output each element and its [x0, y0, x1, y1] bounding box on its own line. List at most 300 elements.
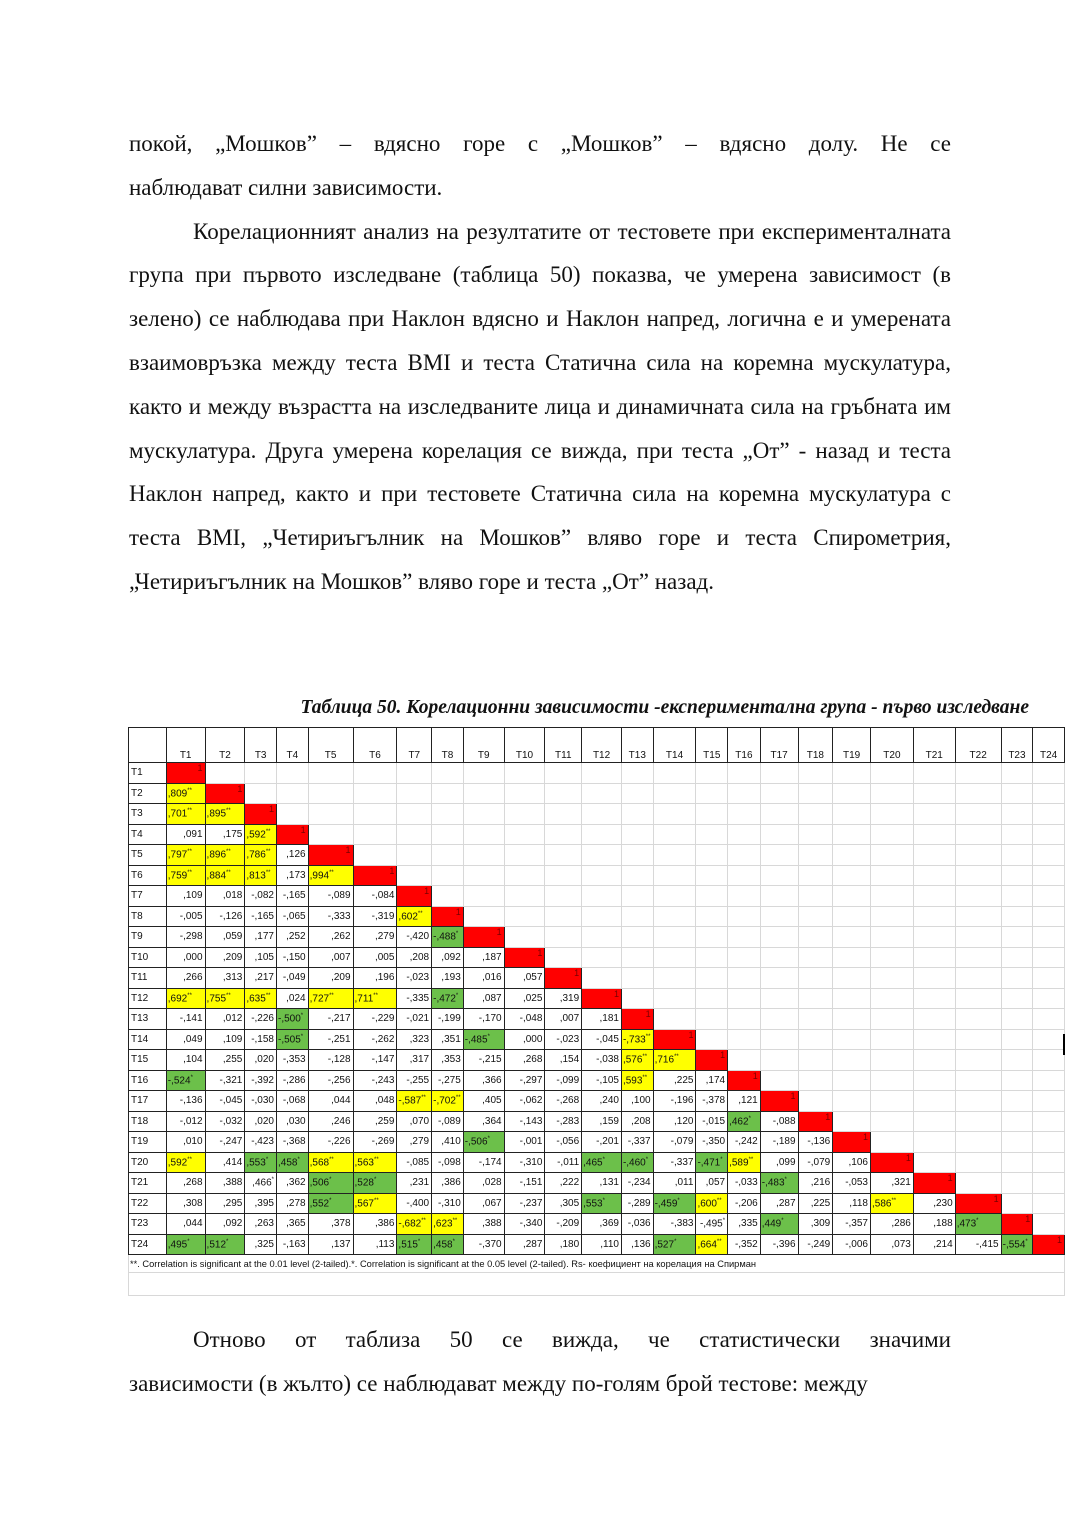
- cell-value: ,175: [222, 828, 243, 840]
- empty-cell: [653, 763, 696, 784]
- correlation-cell: [432, 1152, 464, 1173]
- cell-value: -,368: [282, 1136, 306, 1148]
- diagonal-cell: [1033, 1234, 1065, 1255]
- empty-cell: [870, 886, 913, 907]
- cell-value: -,321: [219, 1074, 243, 1086]
- cell-value: ,353: [441, 1054, 461, 1066]
- cell-value: ,279: [374, 931, 395, 943]
- empty-cell: [833, 1050, 871, 1071]
- correlation-cell: [205, 1050, 245, 1071]
- empty-cell: [1001, 1111, 1033, 1132]
- empty-cell: [545, 845, 582, 866]
- column-header: T15: [696, 728, 728, 763]
- correlation-cell: [308, 1173, 353, 1194]
- table-row: [129, 947, 1065, 968]
- significance-mark: *: [190, 1074, 193, 1081]
- correlation-cell: [205, 1111, 245, 1132]
- cell-value: -,150: [282, 951, 306, 963]
- correlation-cell: [545, 1029, 582, 1050]
- empty-cell: [696, 927, 728, 948]
- cell-value: 1: [300, 824, 306, 835]
- row-label: T3: [129, 804, 167, 825]
- empty-cell: [504, 865, 545, 886]
- empty-cell: [955, 1009, 1001, 1030]
- cell-value: -,337: [627, 1136, 651, 1148]
- table-header-row: [129, 728, 1065, 763]
- empty-cell: [728, 988, 761, 1009]
- correlation-cell: [582, 1029, 622, 1050]
- cell-value: 1: [1056, 1234, 1062, 1245]
- empty-cell: [798, 947, 833, 968]
- significance-mark: **: [226, 808, 231, 815]
- empty-cell: [463, 845, 504, 866]
- empty-cell: [760, 927, 798, 948]
- cell-value: -,085: [406, 1156, 430, 1168]
- cell-value: ,092: [441, 951, 461, 963]
- correlation-cell: [432, 1091, 464, 1112]
- empty-cell: [833, 824, 871, 845]
- correlation-cell: [653, 1091, 696, 1112]
- correlation-cell: [463, 1111, 504, 1132]
- cell-value: -,206: [734, 1197, 758, 1209]
- column-header: T6: [353, 728, 397, 763]
- cell-value: ,895: [206, 808, 227, 820]
- cell-value: -,460: [622, 1156, 646, 1168]
- row-label: T21: [129, 1173, 167, 1194]
- diagonal-cell: [276, 824, 308, 845]
- correlation-cell: [245, 845, 277, 866]
- empty-cell: [955, 1152, 1001, 1173]
- cell-value: -,163: [282, 1238, 306, 1250]
- correlation-cell: [463, 1091, 504, 1112]
- empty-cell: [760, 1070, 798, 1091]
- cell-value: ,044: [331, 1095, 351, 1107]
- empty-cell: [397, 763, 432, 784]
- row-label: T9: [129, 927, 167, 948]
- cell-value: -,174: [478, 1156, 502, 1168]
- cell-value: 1: [537, 947, 543, 958]
- significance-mark: *: [487, 1033, 490, 1040]
- cell-value: ,495: [167, 1238, 188, 1250]
- column-header: T13: [621, 728, 653, 763]
- correlation-cell: [353, 947, 397, 968]
- correlation-cell: [353, 968, 397, 989]
- cell-value: 1: [424, 886, 430, 896]
- cell-value: ,309: [810, 1218, 831, 1230]
- correlation-cell: [245, 906, 277, 927]
- cell-value: ,553: [583, 1197, 603, 1209]
- empty-cell: [582, 763, 622, 784]
- significance-mark: **: [421, 1095, 426, 1102]
- correlation-cell: [504, 988, 545, 1009]
- cell-value: -,015: [702, 1115, 726, 1127]
- cell-value: ,325: [254, 1238, 274, 1250]
- empty-cell: [432, 865, 464, 886]
- significance-mark: *: [329, 1177, 332, 1184]
- empty-cell: [955, 783, 1001, 804]
- correlation-cell: [397, 1091, 432, 1112]
- empty-cell: [696, 804, 728, 825]
- cell-value: -,030: [251, 1095, 274, 1107]
- cell-value: 1: [688, 1029, 694, 1040]
- cell-value: ,020: [254, 1115, 274, 1127]
- cell-value: -,500: [277, 1013, 301, 1025]
- empty-cell: [870, 865, 913, 886]
- correlation-cell: [245, 1029, 277, 1050]
- significance-mark: *: [645, 1156, 649, 1163]
- empty-cell: [1001, 886, 1033, 907]
- correlation-cell: [728, 1234, 761, 1255]
- diagonal-cell: [653, 1029, 696, 1050]
- empty-cell: [760, 1029, 798, 1050]
- empty-cell: [545, 824, 582, 845]
- cell-value: -,243: [371, 1074, 395, 1086]
- cell-value: ,287: [776, 1197, 796, 1209]
- empty-cell: [582, 906, 622, 927]
- correlation-cell: [308, 886, 353, 907]
- cell-value: -,247: [219, 1136, 243, 1148]
- correlation-cell: [245, 968, 277, 989]
- empty-cell: [545, 906, 582, 927]
- cell-value: -,226: [327, 1136, 351, 1148]
- diagonal-cell: [582, 988, 622, 1009]
- empty-cell: [833, 1070, 871, 1091]
- correlation-cell: [245, 865, 277, 886]
- diagonal-cell: [621, 1009, 653, 1030]
- empty-cell: [582, 865, 622, 886]
- empty-cell: [1033, 1173, 1065, 1194]
- cell-value: -,006: [845, 1238, 868, 1250]
- cell-value: ,120: [673, 1115, 694, 1127]
- correlation-cell: [760, 1152, 798, 1173]
- cell-value: -,506: [464, 1136, 488, 1148]
- empty-cell: [728, 886, 761, 907]
- cell-value: ,005: [374, 951, 395, 963]
- empty-cell: [955, 1029, 1001, 1050]
- correlation-cell: [545, 1132, 582, 1153]
- correlation-cell: [166, 1029, 205, 1050]
- table-row: [129, 1009, 1065, 1030]
- correlation-cell: [166, 1111, 205, 1132]
- empty-cell: [397, 783, 432, 804]
- cell-value: ,011: [674, 1177, 694, 1189]
- cell-value: -,392: [251, 1074, 274, 1086]
- correlation-cell: [205, 927, 245, 948]
- correlation-cell: [432, 1029, 464, 1050]
- cell-value: 1: [905, 1152, 911, 1163]
- cell-value: 1: [455, 906, 461, 917]
- significance-mark: **: [716, 1197, 722, 1204]
- cell-value: ,576: [622, 1054, 643, 1066]
- correlation-cell: [463, 968, 504, 989]
- table-row: [129, 1070, 1065, 1091]
- column-header: T4: [276, 728, 308, 763]
- correlation-cell: [545, 988, 582, 1009]
- cell-value: ,007: [559, 1013, 580, 1025]
- cell-value: ,268: [522, 1054, 543, 1066]
- correlation-cell: [653, 1214, 696, 1235]
- cell-value: ,305: [559, 1197, 580, 1209]
- diagonal-cell: [545, 968, 582, 989]
- empty-cell: [397, 804, 432, 825]
- empty-cell: [504, 763, 545, 784]
- empty-cell: [913, 886, 955, 907]
- empty-cell: [955, 968, 1001, 989]
- correlation-cell: [205, 1091, 245, 1112]
- correlation-cell: [353, 886, 397, 907]
- correlation-cell: [463, 1009, 504, 1030]
- empty-cell: [276, 763, 308, 784]
- cell-value: ,809: [167, 787, 188, 799]
- empty-cell: [728, 968, 761, 989]
- table-note-row: [129, 1255, 1065, 1273]
- cell-value: -,471: [697, 1156, 721, 1168]
- cell-value: ,154: [559, 1054, 580, 1066]
- diagonal-cell: [760, 1091, 798, 1112]
- significance-mark: **: [226, 849, 231, 856]
- diagonal-cell: [245, 804, 277, 825]
- cell-value: ,664: [697, 1238, 717, 1250]
- correlation-cell: [432, 1009, 464, 1030]
- empty-cell: [833, 988, 871, 1009]
- row-label: T15: [129, 1050, 167, 1071]
- cell-value: -,089: [437, 1115, 461, 1127]
- empty-cell: [696, 865, 728, 886]
- column-header: T22: [955, 728, 1001, 763]
- empty-cell: [1001, 1050, 1033, 1071]
- empty-cell: [463, 763, 504, 784]
- cell-value: -,045: [219, 1095, 243, 1107]
- cell-value: -,005: [179, 910, 203, 922]
- correlation-cell: [696, 1111, 728, 1132]
- empty-cell: [728, 783, 761, 804]
- empty-cell: [696, 783, 728, 804]
- correlation-cell: [308, 1070, 353, 1091]
- correlation-cell: [308, 968, 353, 989]
- column-header: T7: [397, 728, 432, 763]
- correlation-cell: [166, 1070, 205, 1091]
- diagonal-cell: [833, 1132, 871, 1153]
- empty-cell: [545, 763, 582, 784]
- correlation-cell: [798, 1193, 833, 1214]
- correlation-cell: [504, 1132, 545, 1153]
- empty-cell: [913, 1111, 955, 1132]
- significance-mark: *: [784, 1177, 787, 1184]
- cell-value: -,319: [371, 910, 395, 922]
- cell-value: -,151: [519, 1177, 543, 1189]
- cell-value: -,357: [845, 1218, 868, 1230]
- row-label: T24: [129, 1234, 167, 1255]
- empty-cell: [1033, 1111, 1065, 1132]
- correlation-cell: [582, 1193, 622, 1214]
- column-header: T19: [833, 728, 871, 763]
- correlation-cell: [582, 1234, 622, 1255]
- cell-value: -,038: [596, 1054, 619, 1066]
- significance-mark: *: [297, 1156, 300, 1163]
- empty-cell: [833, 1111, 871, 1132]
- empty-cell: [653, 988, 696, 1009]
- empty-cell: [728, 845, 761, 866]
- empty-cell: [870, 906, 913, 927]
- cell-value: -,056: [556, 1136, 580, 1148]
- significance-mark: **: [265, 828, 271, 835]
- empty-cell: [760, 845, 798, 866]
- cell-value: -,033: [734, 1177, 758, 1189]
- correlation-cell: [276, 1132, 308, 1153]
- cell-value: -,289: [627, 1197, 651, 1209]
- empty-cell: [1033, 783, 1065, 804]
- cell-value: -,423: [251, 1136, 274, 1148]
- empty-cell: [913, 1070, 955, 1091]
- cell-value: -,032: [219, 1115, 243, 1127]
- row-label: T6: [129, 865, 167, 886]
- correlation-cell: [955, 1214, 1001, 1235]
- cell-value: -,505: [277, 1033, 301, 1045]
- diagonal-cell: [205, 783, 245, 804]
- correlation-cell: [463, 1214, 504, 1235]
- cell-value: ,465: [583, 1156, 603, 1168]
- empty-cell: [760, 804, 798, 825]
- empty-cell: [955, 1132, 1001, 1153]
- empty-cell: [205, 763, 245, 784]
- correlation-cell: [245, 1050, 277, 1071]
- empty-cell: [833, 1091, 871, 1112]
- empty-cell: [653, 783, 696, 804]
- empty-cell: [621, 906, 653, 927]
- empty-cell: [870, 824, 913, 845]
- cell-value: ,209: [222, 951, 243, 963]
- column-header: T8: [432, 728, 464, 763]
- correlation-cell: [728, 1214, 761, 1235]
- correlation-cell: [504, 1050, 545, 1071]
- correlation-cell: [276, 1070, 308, 1091]
- cell-value: -,554: [1002, 1238, 1026, 1250]
- empty-cell: [870, 845, 913, 866]
- correlation-cell: [653, 1152, 696, 1173]
- correlation-cell: [582, 1009, 622, 1030]
- empty-cell: [913, 1050, 955, 1071]
- empty-cell: [463, 804, 504, 825]
- cell-value: ,126: [286, 849, 306, 861]
- correlation-cell: [582, 1214, 622, 1235]
- significance-mark: **: [421, 1218, 426, 1225]
- empty-cell: [545, 783, 582, 804]
- cell-value: ,553: [246, 1156, 266, 1168]
- correlation-cell: [166, 1214, 205, 1235]
- significance-mark: **: [187, 1156, 192, 1163]
- cell-value: -,062: [519, 1095, 543, 1107]
- cell-value: ,109: [222, 1033, 243, 1045]
- empty-cell: [696, 1009, 728, 1030]
- cell-value: -,255: [406, 1074, 430, 1086]
- diagonal-cell: [504, 947, 545, 968]
- empty-cell: [463, 824, 504, 845]
- cell-value: ,716: [654, 1054, 675, 1066]
- correlation-cell: [276, 988, 308, 1009]
- correlation-cell: [276, 1009, 308, 1030]
- empty-cell: [504, 927, 545, 948]
- row-label: T8: [129, 906, 167, 927]
- empty-cell: [463, 906, 504, 927]
- cell-value: -,283: [556, 1115, 580, 1127]
- correlation-cell: [545, 1009, 582, 1030]
- correlation-cell: [397, 1173, 432, 1194]
- cell-value: -,733: [622, 1033, 646, 1045]
- correlation-cell: [463, 1234, 504, 1255]
- correlation-cell: [728, 1152, 761, 1173]
- correlation-cell: [353, 927, 397, 948]
- empty-cell: [728, 1029, 761, 1050]
- empty-cell: [545, 865, 582, 886]
- empty-cell: [545, 947, 582, 968]
- correlation-cell: [621, 1214, 653, 1235]
- cell-value: ,240: [599, 1095, 619, 1107]
- row-label: T20: [129, 1152, 167, 1173]
- empty-cell: [870, 763, 913, 784]
- empty-cell: [798, 824, 833, 845]
- cell-value: 1: [720, 1050, 726, 1060]
- row-label: T16: [129, 1070, 167, 1091]
- cell-value: -,199: [437, 1013, 461, 1025]
- cell-value: ,025: [522, 992, 543, 1004]
- cell-value: ,059: [222, 931, 243, 943]
- column-header: T16: [728, 728, 761, 763]
- empty-cell: [621, 783, 653, 804]
- paragraph-top-line2: наблюдават силни зависимости.: [129, 174, 443, 200]
- column-header: T12: [582, 728, 622, 763]
- correlation-cell: [397, 927, 432, 948]
- header-corner: [129, 728, 167, 763]
- cell-value: ,137: [331, 1238, 351, 1250]
- significance-mark: **: [329, 1156, 334, 1163]
- cell-value: ,727: [309, 992, 330, 1004]
- correlation-cell: [276, 1050, 308, 1071]
- significance-mark: **: [265, 869, 271, 876]
- cell-value: -,021: [406, 1013, 430, 1025]
- correlation-cell: [166, 886, 205, 907]
- empty-cell: [913, 804, 955, 825]
- correlation-cell: [308, 1111, 353, 1132]
- correlation-cell: [308, 1152, 353, 1173]
- cell-value: -,165: [282, 890, 306, 902]
- significance-mark: **: [373, 992, 378, 999]
- empty-cell: [432, 804, 464, 825]
- correlation-cell: [621, 1111, 653, 1132]
- row-label: T7: [129, 886, 167, 907]
- correlation-cell: [205, 865, 245, 886]
- diagonal-cell: [166, 763, 205, 784]
- significance-mark: **: [642, 1074, 648, 1081]
- correlation-cell: [245, 886, 277, 907]
- empty-cell: [397, 865, 432, 886]
- cell-value: ,592: [167, 1156, 188, 1168]
- row-label: T12: [129, 988, 167, 1009]
- correlation-cell: [166, 824, 205, 845]
- correlation-cell: [798, 1173, 833, 1194]
- cell-value: ,196: [374, 972, 395, 984]
- correlation-cell: [653, 1193, 696, 1214]
- correlation-cell: [308, 1009, 353, 1030]
- empty-cell: [870, 968, 913, 989]
- correlation-cell: [432, 1132, 464, 1153]
- correlation-cell: [432, 927, 464, 948]
- cell-value: ,012: [222, 1013, 243, 1025]
- empty-cell: [913, 763, 955, 784]
- correlation-cell: [205, 804, 245, 825]
- cell-value: -,234: [627, 1177, 651, 1189]
- margin-marker: [1063, 1034, 1065, 1055]
- empty-cell: [653, 1009, 696, 1030]
